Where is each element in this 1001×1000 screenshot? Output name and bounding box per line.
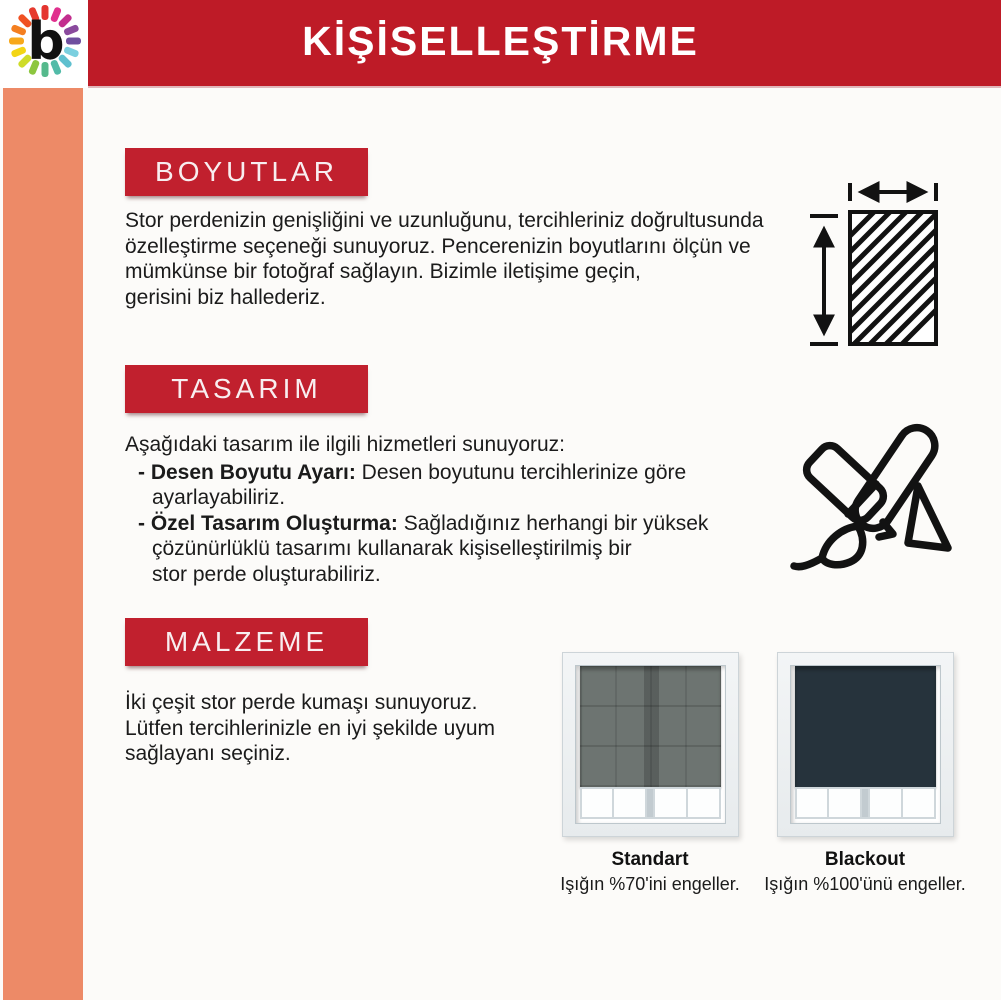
paragraph-line: özelleştirme seçeneği sunuyoruz. Pencerenizin boyutlarını ölçün ve <box>125 234 751 258</box>
bullet-text: ayarlayabiliriz. <box>152 486 286 509</box>
bullet-label: - Özel Tasarım Oluşturma: <box>138 511 398 535</box>
window-panes <box>580 787 721 819</box>
product-name: Standart <box>611 849 689 870</box>
window-mullion <box>862 789 868 817</box>
height-arrow <box>810 216 838 344</box>
brand-logo <box>0 0 88 88</box>
paragraph-line: Lütfen tercihlerinizle en iyi şekilde uyum <box>125 716 496 740</box>
section-header-boyutlar <box>125 148 368 196</box>
measure-icon <box>800 178 940 353</box>
paragraph-line: İki çeşit stor perde kumaşı sunuyoruz. <box>125 691 478 714</box>
bullet-label: - Desen Boyutu Ayarı: <box>138 460 356 484</box>
product-card-standart <box>540 652 760 895</box>
bullet-text: Desen boyutunu tercihlerinize göre <box>361 460 687 484</box>
paragraph-line: gerisini biz hallederiz. <box>125 285 326 309</box>
pencil-tip <box>908 486 948 548</box>
bullet-text: stor perde oluşturabiliriz. <box>152 562 381 586</box>
window-mullion <box>647 789 653 817</box>
window-frame <box>575 665 726 824</box>
section-title: MALZEME <box>164 626 329 657</box>
product-card-blackout <box>755 652 975 895</box>
tasarim-intro: Aşağıdaki tasarım ile ilgili hizmetleri sunuyoruz: <box>125 433 566 456</box>
bullet-text: çözünürlüklü tasarımı kullanarak kişiselleştirilmiş bir <box>152 537 632 560</box>
window-frame <box>790 665 941 824</box>
page-title: KİŞİSELLEŞTİRME <box>302 18 699 64</box>
width-arrow <box>850 183 936 201</box>
bullet-ozel-tasarim <box>125 511 805 588</box>
paragraph-line: mümkünse bir fotoğraf sağlayın. Bizimle iletişime geçin, <box>125 260 641 283</box>
bullet-text: Sağladığınız herhangi bir yüksek <box>403 511 709 535</box>
section-title: TASARIM <box>171 373 322 404</box>
product-name: Blackout <box>824 849 906 870</box>
section-header-tasarim <box>125 365 368 413</box>
product-description: Işığın %100'ünü engeller. <box>764 874 966 894</box>
section-body-boyutlar <box>125 208 805 310</box>
left-accent-bar <box>3 88 83 1000</box>
logo-letter: b <box>27 12 65 72</box>
window-panes <box>795 787 936 819</box>
section-body-tasarim <box>125 432 805 587</box>
brush-pencil-icon <box>786 404 956 574</box>
paragraph-line: sağlayanı seçiniz. <box>125 742 291 765</box>
bullet-desen-boyutu <box>125 460 805 511</box>
section-header-malzeme <box>125 618 368 666</box>
product-description: Işığın %70'ini engeller. <box>560 874 740 894</box>
logo-burst-icon <box>0 0 88 88</box>
blind-standart <box>580 666 721 787</box>
product-image-standart <box>562 652 739 837</box>
section-title: BOYUTLAR <box>155 156 338 187</box>
product-image-blackout <box>777 652 954 837</box>
page-header <box>0 0 1001 86</box>
section-body-malzeme <box>125 690 585 767</box>
paragraph-line: Stor perdenizin genişliğini ve uzunluğunu, tercihleriniz doğrultusunda <box>125 209 764 232</box>
blind-blackout <box>795 666 936 787</box>
